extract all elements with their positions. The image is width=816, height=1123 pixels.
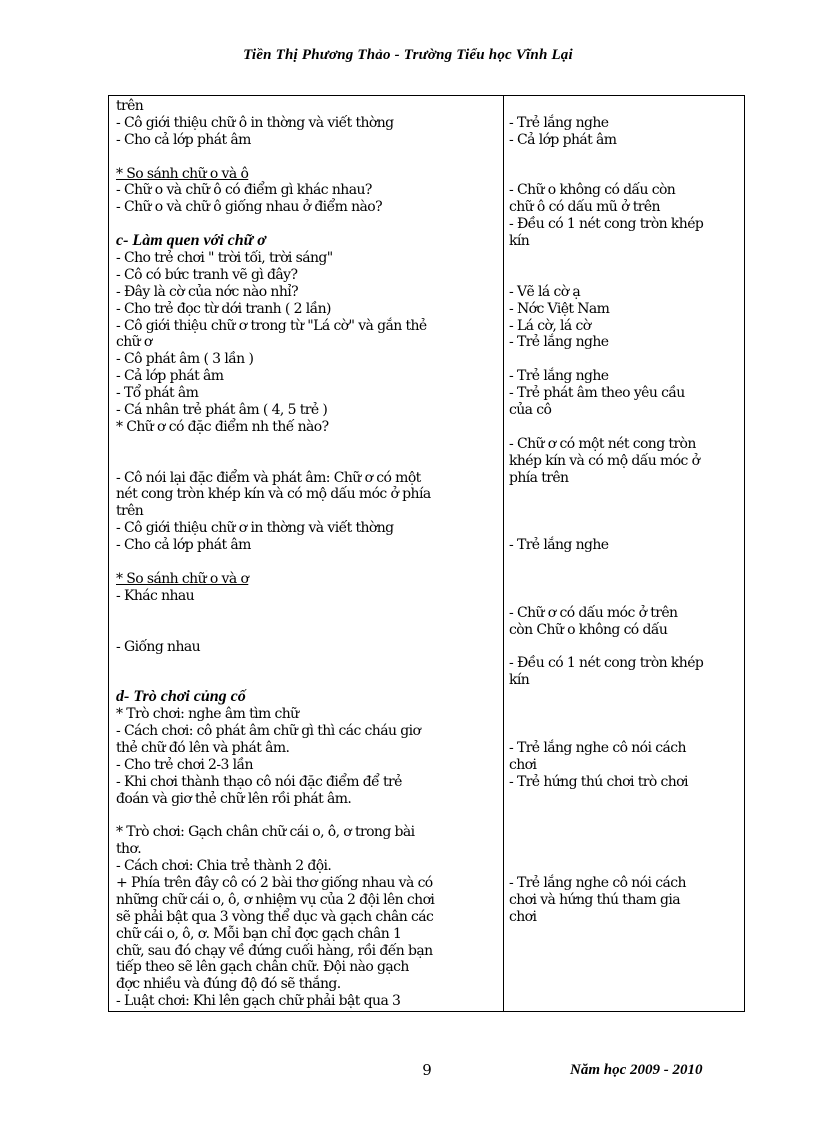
- right-line: [509, 841, 741, 858]
- left-line: đợc nhiều và đúng độ đó sẽ thắng.: [116, 976, 341, 993]
- left-line: - Cho trẻ chơi 2-3 lần: [116, 756, 253, 773]
- right-line: - Trẻ hứng thú chơi trò chơi: [509, 773, 688, 790]
- right-line: chơi: [509, 756, 537, 773]
- left-line: - Cho cả lớp phát âm: [116, 537, 251, 554]
- right-line: [509, 250, 741, 267]
- left-line: d- Trò chơi củng cố: [116, 688, 246, 706]
- child-activities-column: [509, 98, 741, 926]
- left-line: [116, 605, 500, 622]
- left-line: - Cô giới thiệu chữ ơ in thờng và viết thờng: [116, 520, 394, 537]
- left-line: - Cô giới thiệu chữ ơ trong từ "Lá cờ" và gắn thẻ: [116, 317, 427, 334]
- left-line: - Cho cả lớp phát âm: [116, 131, 251, 148]
- left-line: trên: [116, 503, 144, 520]
- right-line: [509, 98, 741, 115]
- left-line: chữ cái o, ô, ơ. Mỗi bạn chỉ đợc gạch chân 1: [116, 925, 402, 942]
- right-line: - Trẻ lắng nghe cô nói cách: [509, 874, 686, 891]
- right-line: chơi và hứng thú tham gia: [509, 891, 680, 908]
- right-line: [509, 351, 741, 368]
- left-line: - Cách chơi: Chia trẻ thành 2 đội.: [116, 858, 332, 875]
- left-line: - Tổ phát âm: [116, 385, 199, 402]
- right-line: - Đều có 1 nét cong tròn khép: [509, 216, 704, 233]
- left-line: * Trò chơi: Gạch chân chữ cái o, ô, ơ trong bài: [116, 824, 415, 841]
- page-header: Tiền Thị Phương Thảo - Trường Tiểu học Vĩnh Lại: [243, 47, 573, 63]
- left-line: - Cô phát âm ( 3 lần ): [116, 351, 254, 368]
- right-line: [509, 503, 741, 520]
- left-line: - Chữ o và chữ ô giống nhau ở điểm nào?: [116, 199, 382, 216]
- left-line: * Trò chơi: nghe âm tìm chữ: [116, 706, 299, 723]
- right-line: chơi: [509, 908, 537, 925]
- left-line: - Luật chơi: Khi lên gạch chữ phải bật qua 3: [116, 993, 401, 1010]
- teacher-activities-column: [116, 98, 500, 1010]
- left-line: [116, 807, 500, 824]
- left-line: tiếp theo sẽ lên gạch chân chữ. Đội nào gạch: [116, 959, 409, 976]
- right-line: [509, 824, 741, 841]
- left-line: - Cô nói lại đặc điểm và phát âm: Chữ ơ có một: [116, 469, 421, 486]
- right-line: [509, 723, 741, 740]
- right-line: - Trẻ lắng nghe: [509, 114, 609, 131]
- left-line: đoán và giơ thẻ chữ lên rồi phát âm.: [116, 790, 352, 807]
- right-line: - Vẽ lá cờ ạ: [509, 283, 581, 300]
- lesson-table: [108, 95, 745, 1012]
- left-line: [116, 655, 500, 672]
- page-number: 9: [422, 1061, 432, 1079]
- right-line: [509, 791, 741, 808]
- left-line: sẽ phải bật qua 3 vòng thể dục và gạch chân các: [116, 908, 434, 925]
- right-line: kín: [509, 233, 530, 250]
- left-line: - Cô có bức tranh vẽ gì đây?: [116, 266, 298, 283]
- right-line: phía trên: [509, 469, 569, 486]
- right-line: [509, 267, 741, 284]
- right-line: [509, 639, 741, 656]
- left-line: [116, 149, 500, 166]
- left-line: - Cách chơi: cô phát âm chữ gì thì các cháu giơ: [116, 722, 421, 739]
- right-line: [509, 554, 741, 571]
- left-line: [116, 554, 500, 571]
- right-line: - Chữ ơ có dấu móc ở trên: [509, 604, 678, 621]
- left-line: * So sánh chữ o và ô: [116, 165, 249, 182]
- right-line: - Cả lớp phát âm: [509, 131, 617, 148]
- left-line: nét cong tròn khép kín và có mộ dấu móc ở phía: [116, 486, 431, 503]
- right-line: - Trẻ lắng nghe: [509, 368, 609, 385]
- left-line: - Cô giới thiệu chữ ô in thờng và viết thờng: [116, 114, 394, 131]
- left-line: - Cho trẻ chơi " trời tối, trời sáng": [116, 250, 333, 267]
- left-line: - Khác nhau: [116, 587, 195, 604]
- left-line: + Phía trên đây cô có 2 bài thơ giống nhau và có: [116, 874, 433, 891]
- right-line: - Chữ ơ có một nét cong tròn: [509, 435, 696, 452]
- right-line: khép kín và có mộ dấu móc ở: [509, 452, 700, 469]
- right-line: [509, 706, 741, 723]
- right-line: - Chữ o không có dấu còn: [509, 182, 676, 199]
- right-line: - Đều có 1 nét cong tròn khép: [509, 655, 704, 672]
- right-line: [509, 520, 741, 537]
- right-line: [509, 149, 741, 166]
- left-line: - Cả lớp phát âm: [116, 368, 224, 385]
- left-line: thẻ chữ đó lên và phát âm.: [116, 739, 290, 756]
- left-line: [116, 622, 500, 639]
- left-line: thơ.: [116, 841, 142, 858]
- right-line: - Trẻ lắng nghe cô nói cách: [509, 739, 686, 756]
- left-line: [116, 436, 500, 453]
- right-line: [509, 689, 741, 706]
- right-line: - Trẻ lắng nghe: [509, 537, 609, 554]
- right-line: [509, 807, 741, 824]
- right-line: của cô: [509, 402, 552, 419]
- left-line: [116, 453, 500, 470]
- left-line: chữ, sau đó chạy về đứng cuối hàng, rồi đến bạn: [116, 942, 433, 959]
- left-line: c- Làm quen với chữ ơ: [116, 232, 266, 250]
- left-line: [116, 216, 500, 233]
- left-line: - Cho trẻ đọc từ dới tranh ( 2 lần): [116, 300, 331, 317]
- left-line: trên: [116, 98, 144, 114]
- left-line: - Chữ o và chữ ô có điểm gì khác nhau?: [116, 182, 372, 199]
- school-year: Năm học 2009 - 2010: [570, 1062, 703, 1078]
- right-line: - Nớc Việt Nam: [509, 300, 610, 317]
- left-line: những chữ cái o, ô, ơ nhiệm vụ của 2 đội lên chơi: [116, 891, 435, 908]
- column-divider: [503, 96, 504, 1011]
- right-line: [509, 486, 741, 503]
- left-line: - Giống nhau: [116, 638, 201, 655]
- left-line: - Đây là cờ của nớc nào nhỉ?: [116, 283, 299, 300]
- left-line: chữ ơ: [116, 334, 152, 351]
- right-line: còn Chữ o không có dấu: [509, 621, 668, 638]
- left-line: * Chữ ơ có đặc điểm nh thế nào?: [116, 418, 329, 435]
- right-line: [509, 419, 741, 436]
- left-line: [116, 672, 500, 689]
- right-line: - Trẻ lắng nghe: [509, 334, 609, 351]
- left-line: * So sánh chữ o và ơ: [116, 570, 249, 587]
- right-line: [509, 571, 741, 588]
- right-line: kín: [509, 672, 530, 689]
- left-line: - Khi chơi thành thạo cô nói đặc điểm để trẻ: [116, 773, 402, 790]
- right-line: [509, 858, 741, 875]
- right-line: chữ ô có dấu mũ ở trên: [509, 199, 660, 216]
- left-line: - Cá nhân trẻ phát âm ( 4, 5 trẻ ): [116, 402, 328, 419]
- right-line: [509, 166, 741, 183]
- right-line: [509, 588, 741, 605]
- right-line: - Lá cờ, lá cờ: [509, 317, 591, 334]
- right-line: - Trẻ phát âm theo yêu cầu: [509, 385, 685, 402]
